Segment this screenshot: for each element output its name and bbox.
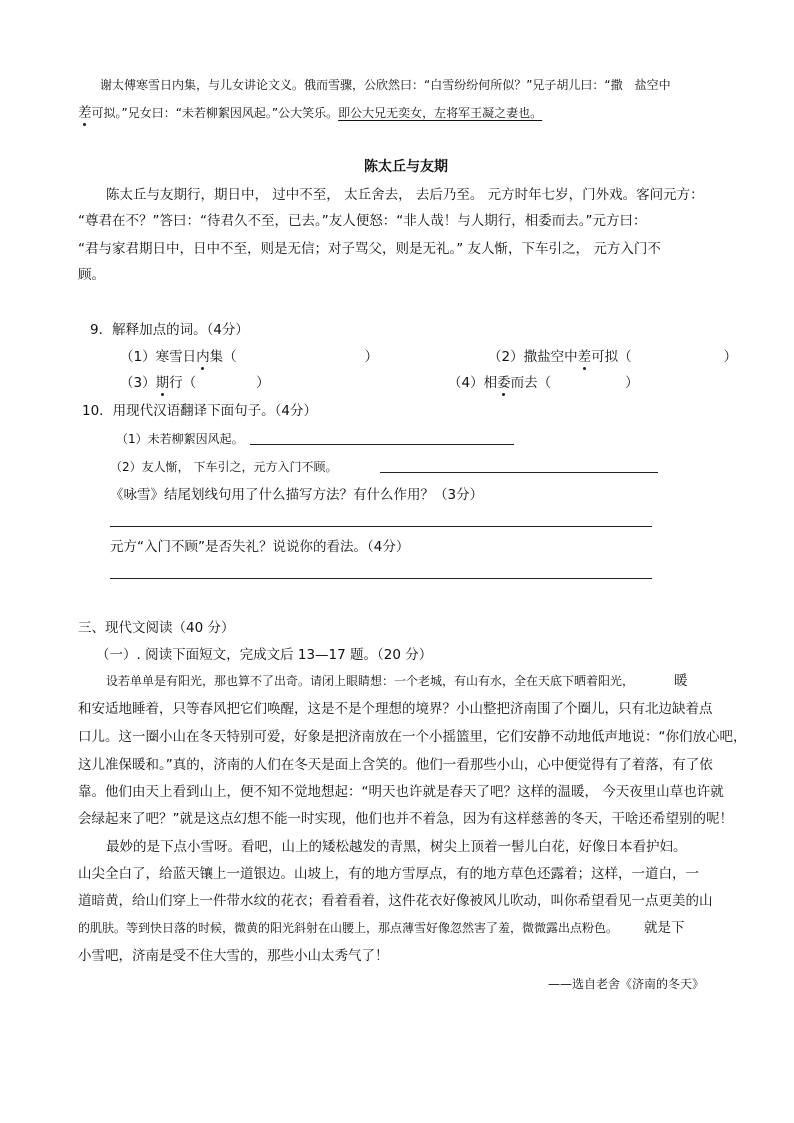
q9-item-3-dotted: 期 bbox=[155, 375, 170, 391]
q10-answer-line-2[interactable] bbox=[380, 472, 658, 473]
passage-source: ——选自老舍《济南的冬天》 bbox=[548, 977, 705, 991]
q10-stem: 10．用现代汉语翻译下面句子。（4分） bbox=[82, 403, 318, 419]
passage-p1-line-4: 这儿准保暖和。”真的，济南的人们在冬天是面上含笑的。他们一看那些小山，心中便觉得有了着落，有了依 bbox=[78, 757, 713, 773]
q9-item-2: （2）撒盐空中差可拟（ ） bbox=[488, 349, 738, 365]
section-3-part-1: （一）. 阅读下面短文，完成文后 13—17 题。（20 分） bbox=[96, 647, 433, 663]
poem-line-2-text: 可拟。”兄女曰：“未若柳絮因风起。”公大笑乐。 bbox=[91, 106, 339, 120]
story-line-2: “尊君在不？”答曰：“待君久不至，已去。”友人便怒：“非人哉！与人期行，相委而去。”元方曰： bbox=[78, 213, 647, 229]
passage-p1-line-5: 靠。他们由天上看到山上，便不知不觉地想起：“明天也许就是春天了吧？这样的温暖， 今天夜里山草也许就 bbox=[78, 784, 724, 800]
passage-p2-line-4: 的肌肤。等到快日落的时候，微黄的阳光斜射在山腰上，那点薄雪好像忽然害了羞，微微露出点粉色。 就是下 bbox=[78, 920, 685, 936]
passage-p1-line-1: 设若单单是有阳光，那也算不了出奇。请闭上眼睛想：一个老城，有山有水，全在天底下晒着阳光， 暖 bbox=[106, 673, 688, 689]
poem-dotted-char: 差 bbox=[78, 105, 92, 121]
passage-p2-line-3: 道暗黄，给山们穿上一件带水纹的花衣；看着看着，这件花衣好像被风儿吹动，叫你希望看见一点更美的山 bbox=[78, 893, 713, 909]
poem-line-1: 谢太傅寒雪日内集，与儿女讲论文义。俄而雪骤，公欣然曰：“白雪纷纷何所似？”兄子胡儿曰：“撒 盐空中 bbox=[100, 78, 671, 92]
q10-sentence-2: （2）友人惭， 下车引之，元方入门不顾。 bbox=[110, 460, 338, 474]
q10-sentence-1: （1）未若柳絮因风起。 bbox=[116, 432, 244, 446]
q12-question: 元方“入门不顾”是否失礼？说说你的看法。（4分） bbox=[110, 539, 410, 555]
passage-p2-line-5: 小雪吧，济南是受不住大雪的，那些小山太秀气了！ bbox=[78, 948, 389, 964]
q9-stem: 9．解释加点的词。（4分） bbox=[90, 322, 249, 338]
passage-p1-line-2: 和安适地睡着，只等春风把它们唤醒，这是不是个理想的境界？小山整把济南围了个圈儿，只有北边缺着点 bbox=[78, 701, 713, 717]
passage-p1-line-3: 口儿。这一圈小山在冬天特别可爱，好象是把济南放在一个小摇篮里，它们安静不动地低声地说：“你们放心吧， bbox=[78, 729, 747, 745]
q9-item-4: （4）相委而去（ ） bbox=[448, 375, 639, 391]
q9-item-4-dotted: 委 bbox=[497, 375, 511, 391]
q9-item-3: （3）期行（ ） bbox=[120, 375, 270, 391]
q11-answer-line[interactable] bbox=[110, 526, 652, 527]
story-title: 陈太丘与友期 bbox=[364, 159, 448, 175]
q9-item-1: （1）寒雪日内集（ ） bbox=[120, 349, 379, 365]
q9-item-2-dotted: 差 bbox=[577, 349, 592, 365]
poem-line-2 bbox=[78, 104, 542, 122]
passage-p1-line-6: 会绿起来了吧？”就是这点幻想不能一时实现，他们也并不着急，因为有这样慈善的冬天，干啥还希望别的呢！ bbox=[78, 811, 733, 827]
q11-question: 《咏雪》结尾划线句用了什么描写方法？有什么作用？（3分） bbox=[110, 487, 484, 503]
q12-answer-line[interactable] bbox=[110, 578, 652, 579]
passage-p2-line-1: 最妙的是下点小雪呀。看吧，山上的矮松越发的青黑，树尖上顶着一髻儿白花，好像日本看护妇。 bbox=[106, 839, 687, 855]
poem-underlined-sentence: 即公大兄无奕女，左将军王凝之妻也。 bbox=[338, 106, 543, 120]
story-line-3: “君与家君期日中，日中不至，则是无信；对子骂父，则是无礼。” 友人惭，下车引之， 元方入门不 bbox=[78, 241, 661, 257]
story-line-1: 陈太丘与友期行，期日中， 过中不至， 太丘舍去， 去后乃至。 元方时年七岁，门外戏。客问元方： bbox=[106, 187, 704, 203]
section-3-heading: 三、现代文阅读（40 分） bbox=[78, 620, 235, 636]
story-line-4: 顾。 bbox=[78, 267, 105, 283]
q9-item-1-dotted: 内 bbox=[196, 349, 210, 365]
passage-p2-line-2: 山尖全白了，给蓝天镶上一道银边。山坡上，有的地方雪厚点，有的地方草色还露着；这样，一道白，一 bbox=[78, 866, 699, 882]
q10-answer-line-1[interactable] bbox=[250, 444, 514, 445]
